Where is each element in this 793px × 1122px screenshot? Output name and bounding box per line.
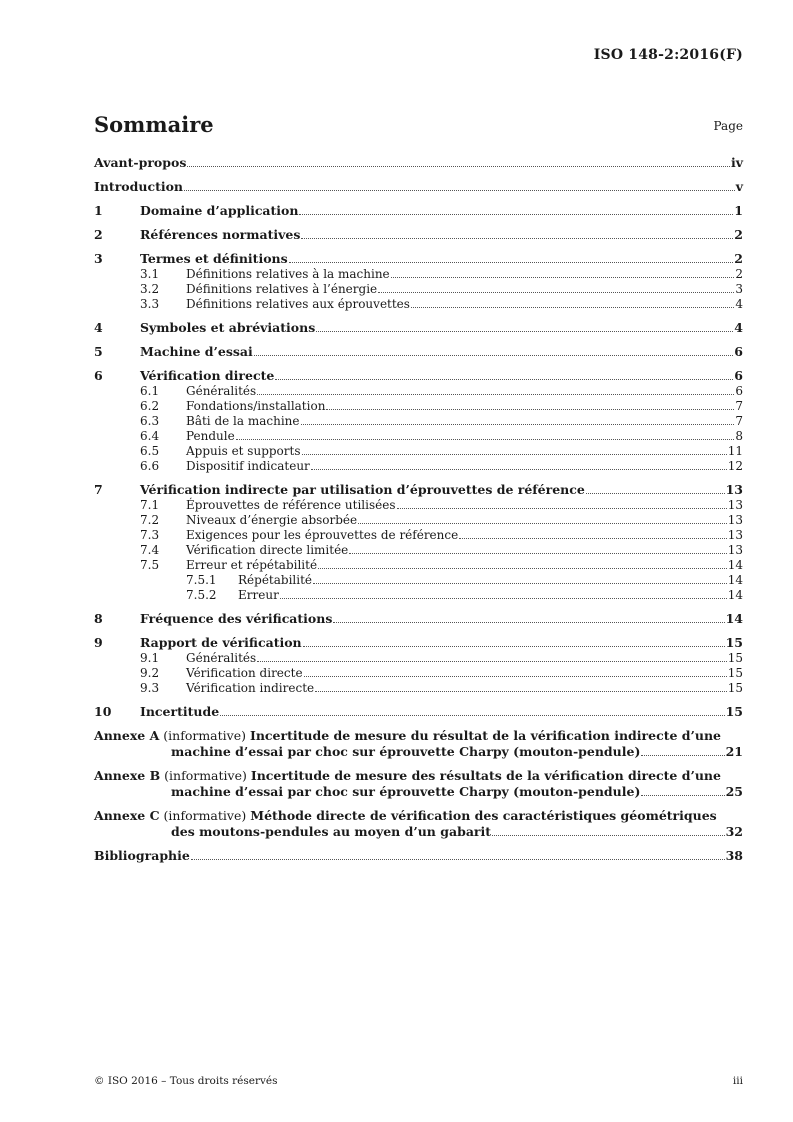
toc-entry-page: 15	[727, 681, 743, 695]
footer-page-number: iii	[732, 1075, 743, 1087]
dot-leader	[326, 409, 734, 410]
dot-leader	[236, 439, 735, 440]
dot-leader	[391, 277, 735, 278]
toc-entry-number: 9.3	[140, 681, 160, 695]
dot-leader	[333, 622, 724, 623]
toc-entry[interactable]	[94, 498, 743, 513]
dot-leader	[378, 292, 734, 293]
toc-entry-number: 6.2	[140, 399, 160, 413]
toc-entry[interactable]	[94, 528, 743, 543]
toc-entry-number: 3.1	[140, 267, 160, 281]
toc-entry[interactable]	[94, 414, 743, 429]
toc-entry-page: 25	[725, 784, 743, 799]
toc-entry-label: Rapport de vérification	[140, 635, 302, 650]
toc-entry-label: Domaine d’application	[140, 203, 299, 218]
toc-entry-number: 6.4	[140, 429, 160, 443]
toc-entry[interactable]	[94, 666, 743, 681]
toc-entry[interactable]	[94, 681, 743, 696]
toc-entry-page: 14	[725, 611, 743, 626]
toc-entry-number: 3	[94, 251, 103, 266]
toc-entry[interactable]	[94, 635, 743, 651]
toc-entry-label: Fondations/installation	[186, 399, 326, 413]
dot-leader	[299, 214, 733, 215]
toc-entry-page: 13	[725, 482, 743, 497]
dot-leader	[304, 676, 727, 677]
toc-entry-number: 8	[94, 611, 103, 626]
toc-entry-label: Introduction	[94, 179, 184, 194]
toc-entry-label: Vérification directe	[186, 666, 303, 680]
toc-entry-number: 7.5	[140, 558, 160, 572]
toc-entry-number: 6.3	[140, 414, 160, 428]
toc-entry[interactable]	[94, 384, 743, 399]
toc-entry-label: Bâti de la machine	[186, 414, 300, 428]
toc-entry-number: 6.6	[140, 459, 160, 473]
toc-entry-number: 9.1	[140, 651, 160, 665]
toc-entry-label: Pendule	[186, 429, 235, 443]
toc-entry[interactable]	[94, 573, 743, 588]
annex-label: Annexe A	[94, 728, 160, 743]
annex-type: (informative)	[163, 808, 247, 823]
toc-entry-page: 21	[725, 744, 743, 759]
toc-entry[interactable]	[94, 611, 743, 627]
toc-entry-number: 7.4	[140, 543, 160, 557]
toc-entry-number: 4	[94, 320, 103, 335]
table-of-contents	[94, 155, 743, 864]
toc-entry-page: 7	[735, 414, 743, 428]
toc-entry-label: Vérification directe limitée	[186, 543, 349, 557]
toc-entry-label: Généralités	[186, 651, 257, 665]
dot-leader	[280, 598, 727, 599]
toc-entry-number: 9.2	[140, 666, 160, 680]
toc-entry-page: 14	[727, 558, 743, 572]
toc-entry-number: 7.2	[140, 513, 160, 527]
toc-entry[interactable]	[94, 344, 743, 360]
toc-entry-page: 6	[735, 384, 743, 398]
toc-entry-number: 6	[94, 368, 103, 383]
toc-entry-label: Définitions relatives aux éprouvettes	[186, 297, 410, 311]
annex-line-1	[94, 728, 743, 744]
dot-leader	[315, 691, 727, 692]
toc-entry[interactable]	[94, 482, 743, 498]
toc-entry-page: 4	[734, 320, 743, 335]
dot-leader	[349, 553, 726, 554]
toc-entry[interactable]	[94, 320, 743, 336]
toc-entry-label: Erreur et répétabilité	[186, 558, 318, 572]
toc-entry-number: 5	[94, 344, 103, 359]
annex-title-line-1: Méthode directe de vérification des caractéristiques géométriques	[250, 808, 717, 823]
dot-leader	[311, 469, 727, 470]
dot-leader	[184, 190, 735, 191]
annex-entry[interactable]	[94, 728, 743, 760]
toc-entry-page: 6	[734, 344, 743, 359]
toc-entry-page: 2	[734, 251, 743, 266]
toc-entry-label: Répétabilité	[238, 573, 313, 587]
toc-entry-page: 14	[727, 573, 743, 587]
annex-title-line-2: machine d’essai par choc sur éprouvette Charpy (mouton-pendule)	[171, 744, 641, 759]
toc-entry[interactable]	[94, 368, 743, 384]
annex-title-line-2: machine d’essai par choc sur éprouvette Charpy (mouton-pendule)	[171, 784, 641, 799]
toc-entry-number: 3.3	[140, 297, 160, 311]
toc-entry[interactable]	[94, 203, 743, 219]
toc-entry-number: 3.2	[140, 282, 160, 296]
toc-entry-page: 6	[734, 368, 743, 383]
annex-title-line-2: des moutons-pendules au moyen d’un gabarit	[171, 824, 492, 839]
document-id: ISO 148-2:2016(F)	[593, 47, 743, 63]
dot-leader	[275, 379, 733, 380]
footer-copyright: © ISO 2016 – Tous droits réservés	[94, 1075, 278, 1087]
toc-entry-page: 2	[734, 227, 743, 242]
annex-line-2	[94, 824, 743, 840]
toc-entry-number: 7.5.1	[186, 573, 217, 587]
toc-entry[interactable]	[94, 429, 743, 444]
dot-leader	[220, 715, 724, 716]
toc-entry[interactable]	[94, 179, 743, 195]
toc-entry-number: 7	[94, 482, 103, 497]
toc-entry-page: 15	[727, 666, 743, 680]
annex-entry[interactable]	[94, 808, 743, 840]
dot-leader	[586, 493, 725, 494]
toc-entry-page: 1	[734, 203, 743, 218]
toc-entry-page: 8	[735, 429, 743, 443]
toc-entry-number: 9	[94, 635, 103, 650]
toc-entry-label: Machine d’essai	[140, 344, 253, 359]
dot-leader	[254, 355, 734, 356]
toc-entry-label: Vérification indirecte	[186, 681, 315, 695]
toc-entry-label: Définitions relatives à la machine	[186, 267, 390, 281]
toc-entry[interactable]	[94, 155, 743, 171]
dot-leader	[313, 583, 727, 584]
dot-leader	[411, 307, 734, 308]
toc-entry[interactable]	[94, 282, 743, 297]
toc-entry-label: Termes et définitions	[140, 251, 288, 266]
toc-entry-page: 13	[727, 543, 743, 557]
toc-entry-number: 6.5	[140, 444, 160, 458]
dot-leader	[358, 523, 727, 524]
toc-entry-number: 7.5.2	[186, 588, 217, 602]
dot-leader	[459, 538, 727, 539]
toc-entry[interactable]	[94, 513, 743, 528]
toc-entry-page: 13	[727, 528, 743, 542]
annex-type: (informative)	[163, 728, 246, 743]
dot-leader	[316, 331, 733, 332]
toc-entry-number: 10	[94, 704, 112, 719]
toc-entry-label: Dispositif indicateur	[186, 459, 310, 473]
toc-entry-page: 4	[735, 297, 743, 311]
toc-entry-number: 7.3	[140, 528, 160, 542]
toc-entry[interactable]	[94, 588, 743, 603]
toc-entry-page: 12	[727, 459, 743, 473]
toc-entry-page: 2	[735, 267, 743, 281]
toc-entry-label: Vérification indirecte par utilisation d’éprouvettes de référence	[140, 482, 585, 497]
annex-label: Annexe C	[94, 808, 160, 823]
toc-entry-number: 7.1	[140, 498, 160, 512]
dot-leader	[301, 424, 735, 425]
annex-entry[interactable]	[94, 768, 743, 800]
annex-title-line-1: Incertitude de mesure du résultat de la vérification indirecte d’une	[249, 728, 721, 743]
annex-title-line-1: Incertitude de mesure des résultats de la vérification directe d’une	[250, 768, 721, 783]
toc-entry-page: 15	[725, 704, 743, 719]
toc-entry[interactable]	[94, 267, 743, 282]
toc-entry-label: Avant-propos	[94, 155, 187, 170]
toc-entry-page: iv	[730, 155, 743, 170]
toc-entry-label: Généralités	[186, 384, 257, 398]
toc-entry-label: Incertitude	[140, 704, 220, 719]
toc-entry-page: 13	[727, 513, 743, 527]
toc-entry[interactable]	[94, 297, 743, 312]
toc-entry-page: 14	[727, 588, 743, 602]
toc-entry-label: Références normatives	[140, 227, 301, 242]
toc-entry[interactable]	[94, 227, 743, 243]
toc-entry-label: Symboles et abréviations	[140, 320, 316, 335]
toc-entry[interactable]	[94, 651, 743, 666]
toc-entry[interactable]	[94, 459, 743, 474]
toc-entry[interactable]	[94, 543, 743, 558]
toc-entry-page: 3	[735, 282, 743, 296]
toc-entry[interactable]	[94, 444, 743, 459]
toc-entry-label: Vérification directe	[140, 368, 275, 383]
toc-entry-page: 13	[727, 498, 743, 512]
page-title: Sommaire	[94, 112, 214, 137]
toc-entry[interactable]	[94, 251, 743, 267]
toc-entry-label: Niveaux d’énergie absorbée	[186, 513, 358, 527]
toc-entry-number: 6.1	[140, 384, 160, 398]
dot-leader	[301, 238, 733, 239]
toc-entry-page: 38	[725, 848, 743, 863]
toc-entry-page: 15	[727, 651, 743, 665]
toc-entry-page: 32	[725, 824, 743, 839]
toc-entry-number: 2	[94, 227, 103, 242]
toc-entry-page: 15	[725, 635, 743, 650]
dot-leader	[397, 508, 727, 509]
dot-leader	[187, 166, 730, 167]
toc-entry[interactable]	[94, 558, 743, 573]
toc-entry[interactable]	[94, 399, 743, 414]
toc-entry-label: Appuis et supports	[186, 444, 301, 458]
toc-entry-label: Exigences pour les éprouvettes de référence	[186, 528, 459, 542]
toc-entry-label: Erreur	[238, 588, 279, 602]
toc-entry-label: Définitions relatives à l’énergie	[186, 282, 378, 296]
dot-leader	[641, 755, 724, 756]
annex-label: Annexe B	[94, 768, 161, 783]
toc-entry-page: 7	[735, 399, 743, 413]
annex-type: (informative)	[164, 768, 247, 783]
dot-leader	[257, 661, 727, 662]
dot-leader	[257, 394, 734, 395]
annex-line-2	[94, 784, 743, 800]
dot-leader	[302, 454, 727, 455]
toc-entry-bibliography[interactable]	[94, 848, 743, 864]
annex-line-1	[94, 808, 743, 824]
annex-line-1	[94, 768, 743, 784]
toc-entry-page: 11	[727, 444, 743, 458]
toc-entry[interactable]	[94, 704, 743, 720]
annex-line-2	[94, 744, 743, 760]
toc-entry-label: Bibliographie	[94, 848, 190, 863]
toc-entry-page: v	[735, 179, 743, 194]
dot-leader	[289, 262, 734, 263]
dot-leader	[318, 568, 727, 569]
page-column-label: Page	[713, 119, 743, 133]
dot-leader	[303, 646, 725, 647]
toc-entry-label: Fréquence des vérifications	[140, 611, 333, 626]
dot-leader	[641, 795, 724, 796]
dot-leader	[191, 859, 725, 860]
toc-entry-number: 1	[94, 203, 103, 218]
toc-entry-label: Éprouvettes de référence utilisées	[186, 498, 396, 512]
dot-leader	[492, 835, 725, 836]
